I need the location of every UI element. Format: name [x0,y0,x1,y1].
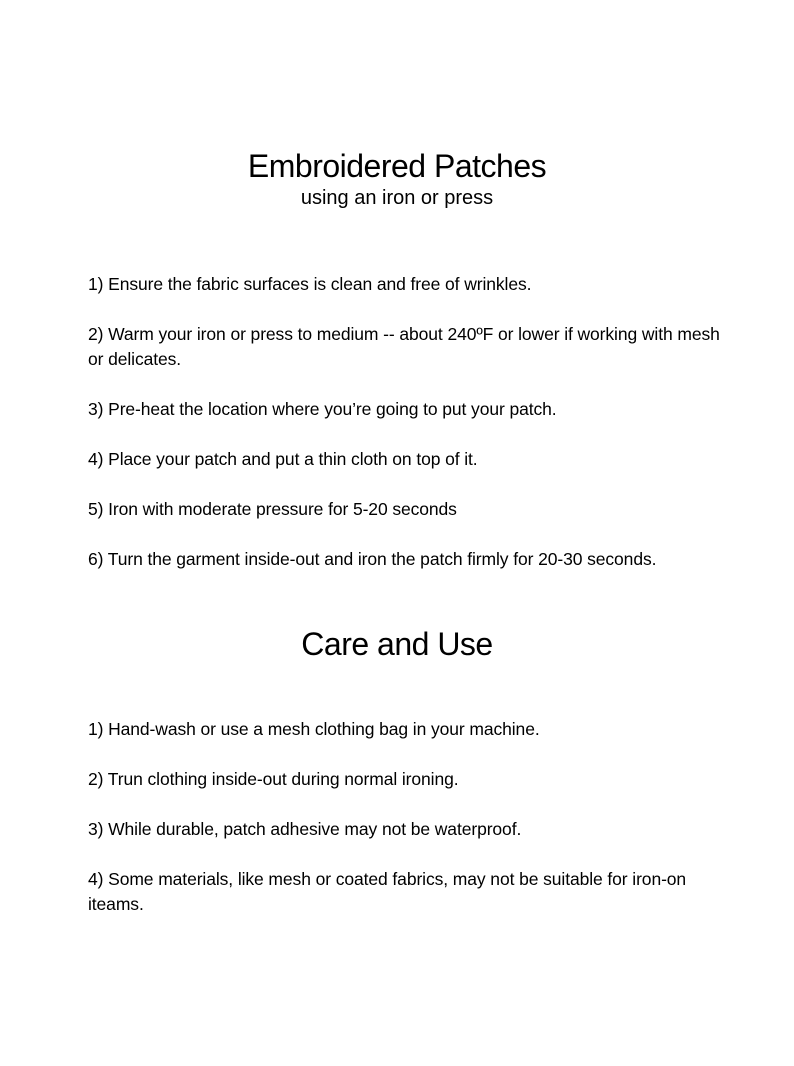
application-step-6: 6) Turn the garment inside-out and iron the patch firmly for 20-30 seconds. [88,549,657,569]
page-title: Embroidered Patches [247,148,547,184]
application-step-4: 4) Place your patch and put a thin cloth on top of it. [88,449,478,469]
care-steps-list [88,717,728,942]
page-subtitle: using an iron or press [300,187,494,209]
application-step-2: 2) Warm your iron or press to medium -- about 240ºF or lower if working with mesh or delicates. [88,324,720,369]
care-step-1: 1) Hand-wash or use a mesh clothing bag in your machine. [88,719,540,739]
application-steps-list [88,272,728,597]
section-title-care: Care and Use [301,626,493,662]
application-step-5: 5) Iron with moderate pressure for 5-20 seconds [88,499,457,519]
care-step-3: 3) While durable, patch adhesive may not be waterproof. [88,819,522,839]
application-step-3: 3) Pre-heat the location where you’re going to put your patch. [88,399,557,419]
application-step-1: 1) Ensure the fabric surfaces is clean and free of wrinkles. [88,274,532,294]
care-step-4: 4) Some materials, like mesh or coated fabrics, may not be suitable for iron-on iteams. [88,869,687,914]
care-step-2: 2) Trun clothing inside-out during normal ironing. [88,769,459,789]
